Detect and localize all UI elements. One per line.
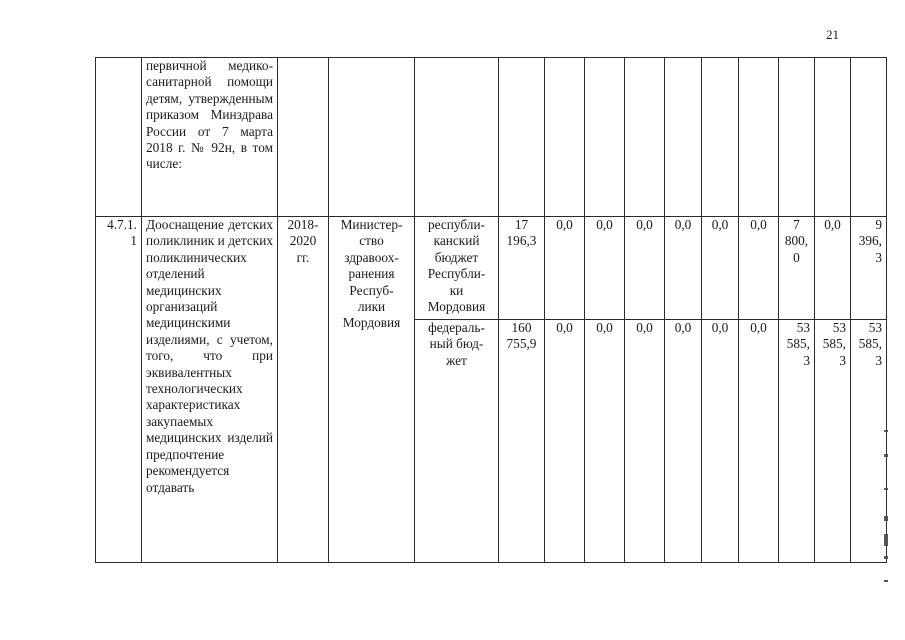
cell-funding-value: 53 585, 3: [815, 320, 851, 563]
cell-funding-source: республи- канский бюджет Республи- ки Мордовия: [415, 217, 499, 320]
cell-funding-value: 7 800, 0: [779, 217, 815, 320]
cell-year-empty: [851, 58, 887, 217]
cell-executor-empty: [329, 58, 415, 217]
cell-total-empty: [499, 58, 545, 217]
cell-number-empty: [96, 58, 142, 217]
cell-year-empty: [545, 58, 585, 217]
cell-funding-value: 0,0: [625, 320, 665, 563]
cell-source-empty: [415, 58, 499, 217]
cell-year-empty: [585, 58, 625, 217]
cell-funding-value: 0,0: [702, 217, 739, 320]
cell-year-empty: [665, 58, 702, 217]
cell-funding-total: 17 196,3: [499, 217, 545, 320]
cell-funding-total: 160 755,9: [499, 320, 545, 563]
cell-funding-value: 0,0: [625, 217, 665, 320]
cell-funding-value: 0,0: [702, 320, 739, 563]
table-row-continuation: [96, 58, 887, 217]
cell-year-empty: [625, 58, 665, 217]
table-row-regional-budget: [96, 217, 887, 320]
cell-item-executor: Министер- ство здравоох- ранения Респуб- лики Мордовия: [329, 217, 415, 563]
scan-artifact-marks: [884, 430, 890, 600]
cell-funding-value: 0,0: [545, 217, 585, 320]
cell-funding-value: 0,0: [739, 217, 779, 320]
cell-funding-value: 53 585, 3: [851, 320, 887, 563]
budget-table: [95, 57, 887, 563]
cell-year-empty: [702, 58, 739, 217]
cell-funding-source: федераль- ный бюд- жет: [415, 320, 499, 563]
cell-year-empty: [739, 58, 779, 217]
cell-item-name: Дооснащение детских поликлиник и детских поликлинических отделений медицинских организаций медицинскими изделиями, с учетом, того, что при эквивалентных технологических характеристиках закупаемых медицинских изделий предпочтение рекомендуется отдавать: [142, 217, 278, 563]
cell-funding-value: 0,0: [815, 217, 851, 320]
cell-item-period: 2018- 2020 гг.: [278, 217, 329, 563]
cell-funding-value: 0,0: [665, 217, 702, 320]
cell-period-empty: [278, 58, 329, 217]
cell-year-empty: [815, 58, 851, 217]
cell-funding-value: 0,0: [739, 320, 779, 563]
cell-funding-value: 0,0: [665, 320, 702, 563]
cell-funding-value: 0,0: [585, 217, 625, 320]
cell-funding-value: 0,0: [585, 320, 625, 563]
cell-item-number: 4.7.1. 1: [96, 217, 142, 563]
page-number: 21: [826, 27, 839, 42]
cell-funding-value: 0,0: [545, 320, 585, 563]
cell-funding-value: 9 396, 3: [851, 217, 887, 320]
cell-name-continuation: первичной медико-санитарной помощи детям, утвержденным приказом Минздрава России от 7 марта 2018 г. № 92н, в том числе:: [142, 58, 278, 217]
cell-year-empty: [779, 58, 815, 217]
cell-funding-value: 53 585, 3: [779, 320, 815, 563]
